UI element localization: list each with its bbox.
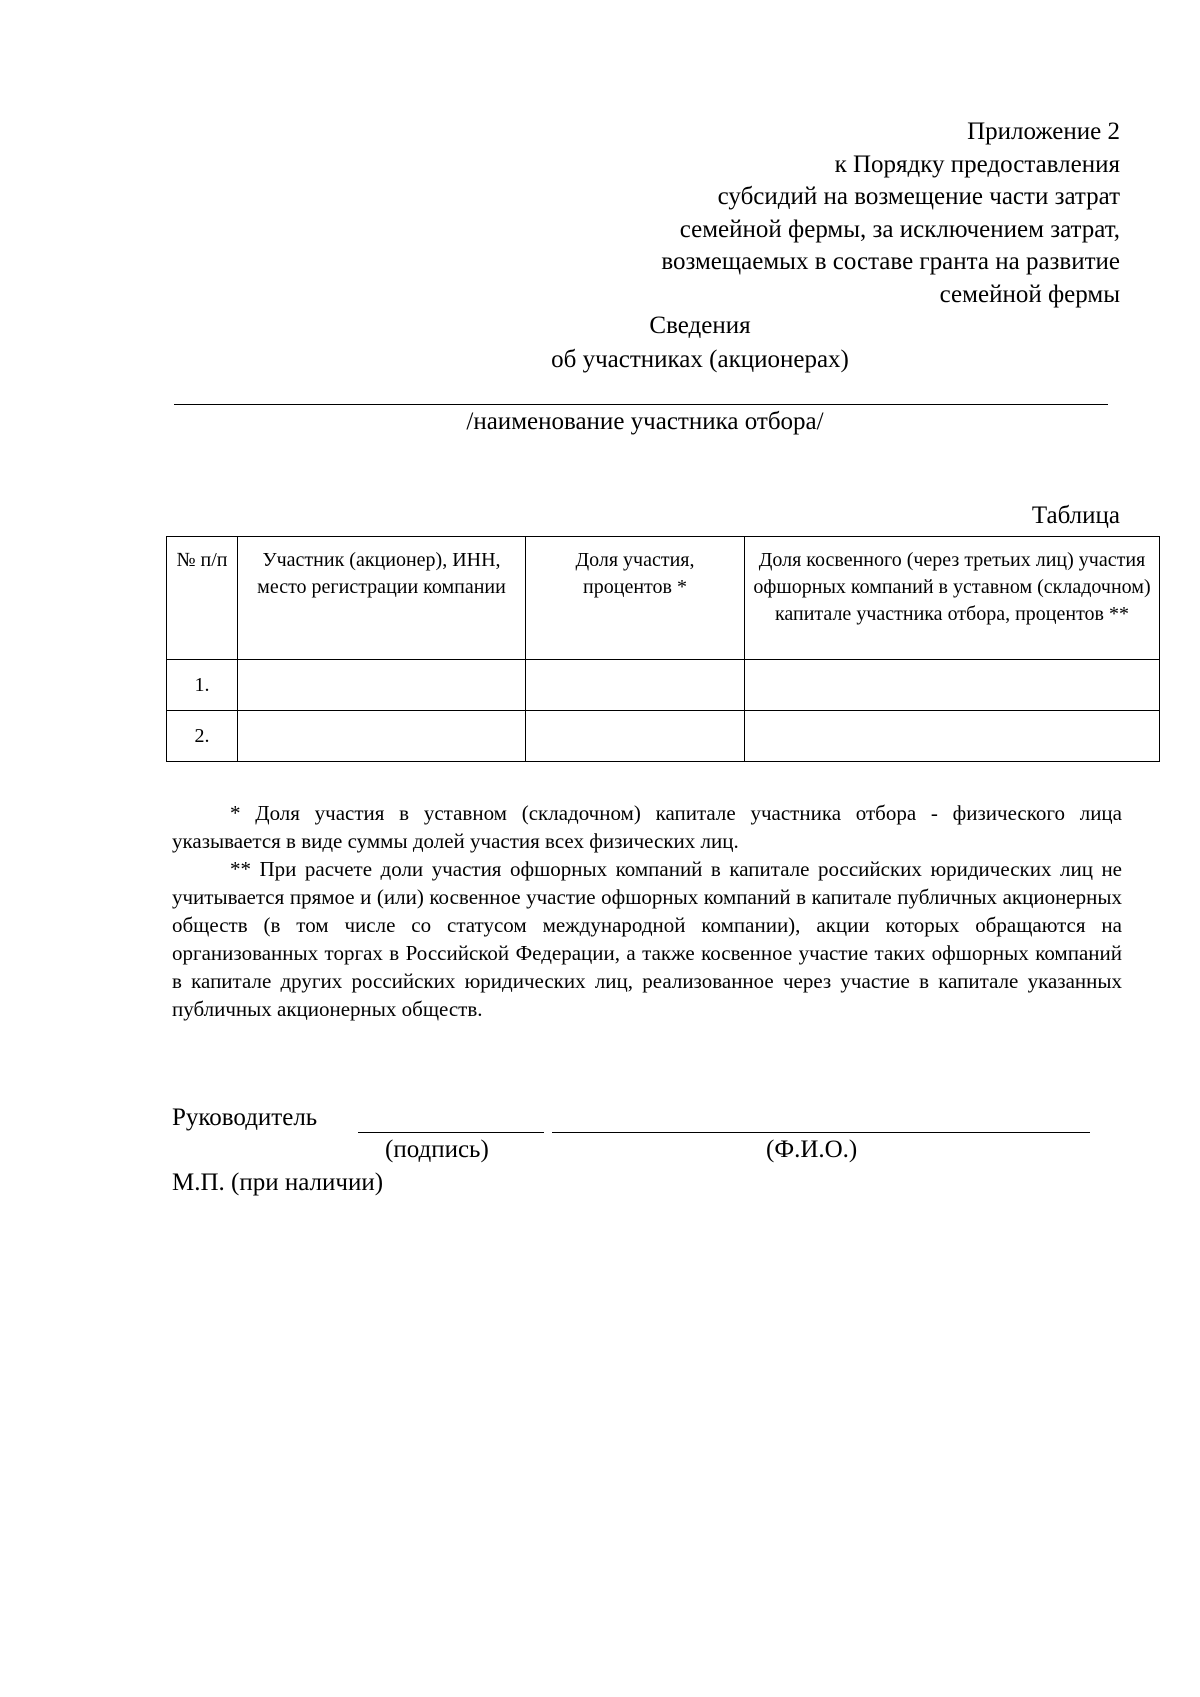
appendix-line: к Порядку предоставления (834, 150, 1120, 178)
column-header-share: Доля участия, процентов * (526, 537, 745, 660)
footnote-2: ** При расчете доли участия офшорных компаний в капитале российских юридических лиц не учитывается прямое и (или) косвенное участие офшорных компаний в капитале публичных акционерных обществ (в том числе со статусом международной компании), акции которых обращаются на организованных торгах в Российской Федерации, а также косвенное участие таких офшорных компаний в капитале других российских юридических лиц, реализованное через участие в капитале указанных публичных акционерных обществ. (172, 857, 1122, 1021)
table-cell-participant (238, 660, 526, 711)
stamp-label: М.П. (при наличии) (172, 1169, 384, 1196)
appendix-header (560, 116, 1120, 311)
name-caption: (Ф.И.О.) (766, 1136, 858, 1163)
participants-table (166, 536, 1160, 762)
table-cell-participant (238, 711, 526, 762)
table-header-row (167, 537, 1160, 660)
table-cell-offshore-share (745, 711, 1160, 762)
column-header-number: № п/п (167, 537, 238, 660)
column-header-offshore-share: Доля косвенного (через третьих лиц) участия офшорных компаний в уставном (складочном) капитале участника отбора, процентов ** (745, 537, 1160, 660)
table-row (167, 660, 1160, 711)
appendix-line: Приложение 2 (967, 118, 1120, 145)
appendix-line: семейной фермы (939, 280, 1120, 308)
appendix-line: субсидий на возмещение части затрат (717, 183, 1120, 210)
signature-line (358, 1132, 544, 1133)
appendix-line: возмещаемых в составе гранта на развитие (661, 248, 1120, 275)
name-line (552, 1132, 1090, 1133)
table-label: Таблица (1031, 502, 1120, 529)
footnotes (172, 799, 1122, 1023)
document-subtitle: об участниках (акционерах) (551, 346, 849, 373)
table-cell-offshore-share (745, 660, 1160, 711)
table-cell-number: 1. (167, 660, 238, 711)
footnote-1: * Доля участия в уставном (складочном) капитале участника отбора - физического лица указывается в виде суммы долей участия всех физических лиц. (172, 801, 1122, 853)
participant-name-caption: /наименование участника отбора/ (466, 408, 824, 435)
table-cell-share (526, 660, 745, 711)
head-label: Руководитель (172, 1104, 318, 1131)
document-title: Сведения (649, 312, 751, 339)
table-cell-number: 2. (167, 711, 238, 762)
appendix-line: семейной фермы, за исключением затрат, (679, 215, 1120, 243)
column-header-participant: Участник (акционер), ИНН, место регистрации компании (238, 537, 526, 660)
signature-caption: (подпись) (385, 1136, 489, 1163)
table-row (167, 711, 1160, 762)
participant-name-line (174, 404, 1108, 405)
table-cell-share (526, 711, 745, 762)
